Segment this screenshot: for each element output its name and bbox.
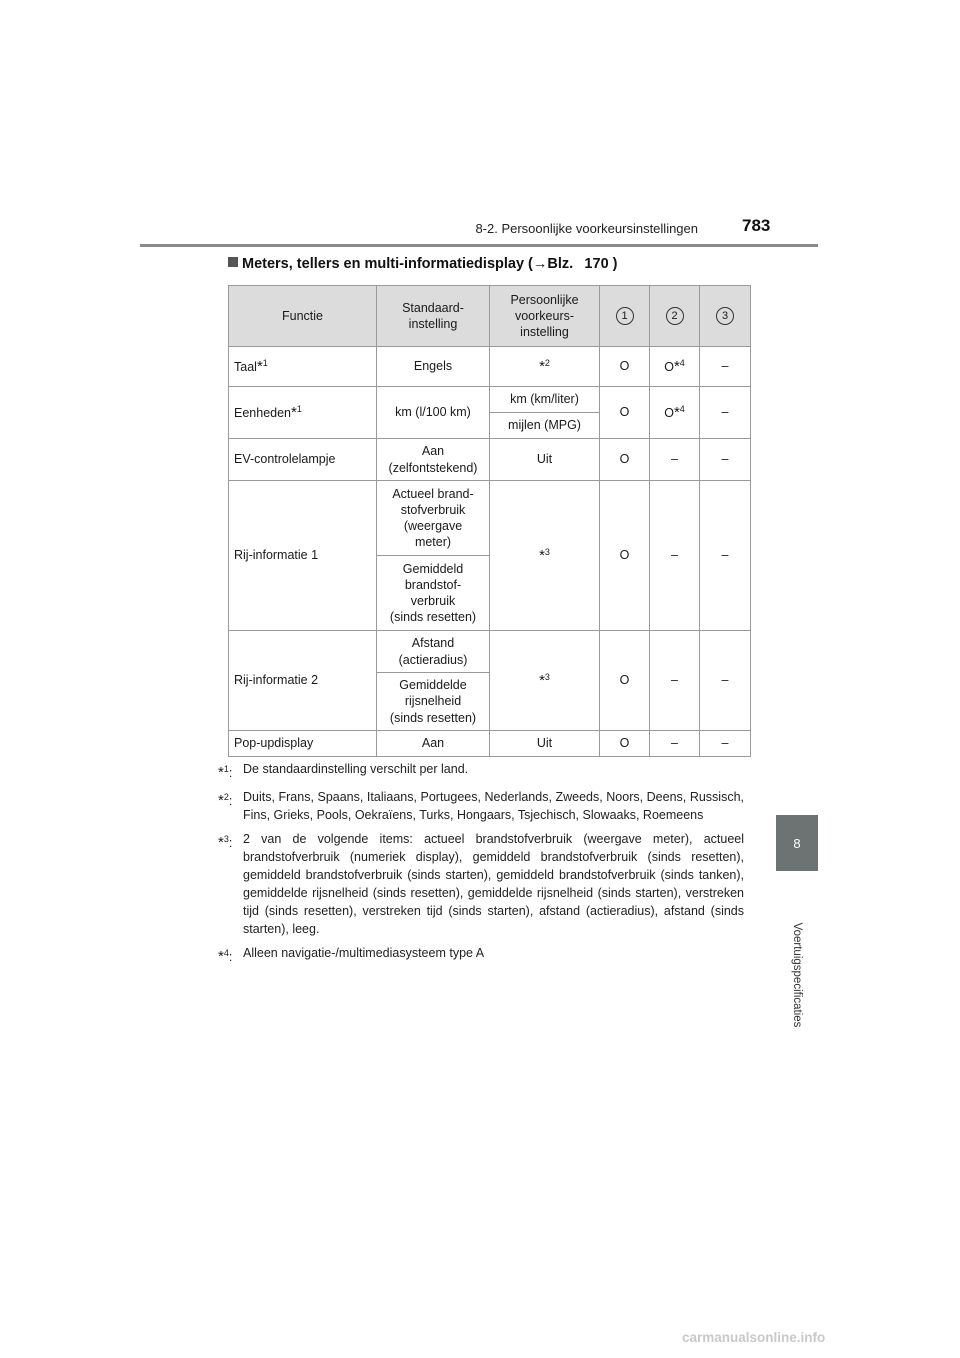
cell-function: Pop-updisplay — [229, 731, 377, 757]
cell-default: Gemiddeld brandstof- verbruik (sinds resetten) — [377, 556, 490, 631]
col-header-default: Standaard- instelling — [377, 286, 490, 347]
footnote-mark: *$^4$: — [218, 948, 233, 966]
table-row — [229, 387, 751, 413]
cell-circle-2: – — [650, 439, 700, 481]
cell-function: Rij-informatie 1 — [229, 481, 377, 631]
section-title-text: Meters, tellers en multi-informatiedisplay (→Blz. 170 ) — [242, 256, 618, 272]
cell-default: Aan (zelfontstekend) — [377, 439, 490, 481]
cell-circle-3: – — [700, 631, 751, 731]
cell-custom: Uit — [490, 731, 600, 757]
table-row — [229, 631, 751, 673]
cell-custom: Uit — [490, 439, 600, 481]
cell-circle-3: – — [700, 481, 751, 631]
footnote-text: 2 van de volgende items: actueel brandstofverbruik (weergave meter), actueel brandstofverbruik (numeriek display), gemiddeld brandstofverbruik (sinds resetten), gemiddeld brandstofverbruik (sinds starten), gemiddeld brandstofverbruik (sinds tanken), gemiddelde rijsnelheid (sinds resetten), gemiddelde rijsnelheid (sinds starten), verstreken tijd (sinds resetten), verstreken tijd (sinds starten), afstand (actieradius), afstand (sinds starten), leeg. — [243, 832, 744, 937]
cell-circle-3: – — [700, 731, 751, 757]
circle-3-icon: 3 — [716, 307, 734, 325]
cell-circle-1: O — [600, 731, 650, 757]
cell-circle-1: O — [600, 481, 650, 631]
footnote-text: De standaardinstelling verschilt per land. — [243, 762, 469, 776]
cell-custom: *$^3$ — [490, 631, 600, 731]
table-row — [229, 481, 751, 556]
footnote-mark: *$^2$: — [218, 792, 233, 810]
cell-circle-2: – — [650, 731, 700, 757]
footnote-text: Duits, Frans, Spaans, Italiaans, Portugees, Nederlands, Zweeds, Noors, Deens, Russisch, Fins, Grieks, Pools, Oekraïens, Turks, Hongaars, Tsjechisch, Slowaaks, Roemeens — [243, 790, 744, 823]
header-section-title: 8-2. Persoonlijke voorkeursinstellingen — [475, 221, 698, 236]
cell-circle-3: – — [700, 387, 751, 439]
cell-circle-2: – — [650, 481, 700, 631]
cell-circle-3: – — [700, 439, 751, 481]
circle-2-icon: 2 — [666, 307, 684, 325]
cell-default: Gemiddelde rijsnelheid (sinds resetten) — [377, 673, 490, 731]
footnote-mark: *$^3$: — [218, 834, 233, 852]
footnote-2 — [218, 788, 744, 824]
col-header-circle-1 — [600, 286, 650, 347]
section-title — [228, 256, 618, 272]
cell-circle-1: O — [600, 387, 650, 439]
cell-circle-1: O — [600, 347, 650, 387]
cell-function: Taal*$^1$ — [229, 347, 377, 387]
cell-circle-2: O*$^4$ — [650, 387, 700, 439]
circle-1-icon: 1 — [616, 307, 634, 325]
cell-circle-1: O — [600, 631, 650, 731]
table-row — [229, 731, 751, 757]
chapter-tab[interactable]: 8 — [776, 815, 818, 871]
header-divider — [140, 244, 818, 247]
footnote-4 — [218, 944, 744, 966]
col-header-circle-3 — [700, 286, 751, 347]
cell-custom: *$^2$ — [490, 347, 600, 387]
cell-default: Actueel brand- stofverbruik (weergave meter) — [377, 481, 490, 556]
page-number: 783 — [742, 216, 771, 235]
cell-default: Aan — [377, 731, 490, 757]
table-header-row — [229, 286, 751, 347]
footnote-1 — [218, 760, 744, 782]
footnote-text: Alleen navigatie-/multimediasysteem type A — [243, 946, 485, 961]
cell-circle-1: O — [600, 439, 650, 481]
footnote-mark: *$^1$: — [218, 764, 233, 782]
cell-custom: *$^3$ — [490, 481, 600, 631]
cell-custom: km (km/liter) — [490, 387, 600, 413]
col-header-custom: Persoonlijke voorkeurs- instelling — [490, 286, 600, 347]
cell-function: Eenheden*$^1$ — [229, 387, 377, 439]
col-header-circle-2 — [650, 286, 700, 347]
cell-custom: mijlen (MPG) — [490, 413, 600, 439]
chapter-tab-label: Voertuigspecificaties — [791, 922, 803, 1028]
cell-circle-3: – — [700, 347, 751, 387]
col-header-function: Functie — [229, 286, 377, 347]
cell-function: Rij-informatie 2 — [229, 631, 377, 731]
footnotes — [218, 760, 744, 972]
cell-function: EV-controlelampje — [229, 439, 377, 481]
cell-default: km (l/100 km) — [377, 387, 490, 439]
function-settings-table — [228, 285, 751, 757]
table-row — [229, 439, 751, 481]
cell-circle-2: – — [650, 631, 700, 731]
cell-default: Afstand (actieradius) — [377, 631, 490, 673]
footnote-3 — [218, 830, 744, 938]
watermark-text[interactable]: carmanualsonline.info — [682, 1330, 826, 1345]
square-bullet-icon — [228, 257, 238, 267]
cell-circle-2: O*$^4$ — [650, 347, 700, 387]
table-row — [229, 347, 751, 387]
cell-default: Engels — [377, 347, 490, 387]
